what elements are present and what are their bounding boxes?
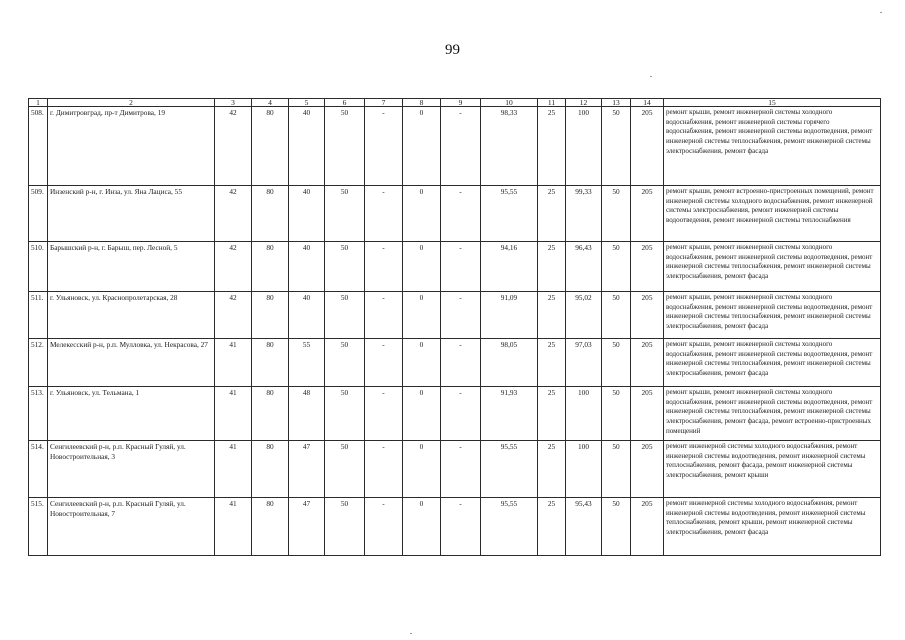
value-cell: -	[365, 387, 403, 441]
value-cell: 80	[252, 387, 289, 441]
address-cell: г. Ульяновск, ул. Тельмана, 1	[48, 387, 215, 441]
value-cell: 50	[602, 186, 631, 242]
value-cell: 95,55	[481, 441, 538, 498]
column-header: 8	[403, 99, 441, 107]
value-cell: 41	[215, 339, 252, 387]
address-cell: Мелекесский р-н, р.п. Мулловка, ул. Некрасова, 27	[48, 339, 215, 387]
value-cell: -	[365, 107, 403, 186]
value-cell: 40	[289, 292, 325, 339]
value-cell: -	[441, 186, 481, 242]
value-cell: 50	[602, 292, 631, 339]
value-cell: -	[365, 292, 403, 339]
column-header: 3	[215, 99, 252, 107]
works-list-cell: ремонт крыши, ремонт встроенно-пристроенных помещений, ремонт инженерной системы холодного водоснабжения, ремонт инженерной системы электроснабжения, ремонт инженерной системы водоотведения, ремонт инженерной системы теплоснабжения	[664, 186, 881, 242]
column-header: 15	[664, 99, 881, 107]
value-cell: 0	[403, 186, 441, 242]
table-row	[29, 292, 881, 339]
column-header: 6	[325, 99, 365, 107]
value-cell: 94,16	[481, 242, 538, 292]
value-cell: 205	[631, 107, 664, 186]
column-header: 11	[538, 99, 566, 107]
value-cell: 50	[325, 339, 365, 387]
scan-speck	[880, 12, 882, 13]
table-row	[29, 186, 881, 242]
value-cell: 205	[631, 186, 664, 242]
value-cell: -	[441, 498, 481, 556]
value-cell: -	[365, 242, 403, 292]
value-cell: 91,09	[481, 292, 538, 339]
value-cell: 42	[215, 186, 252, 242]
table-row	[29, 339, 881, 387]
value-cell: 25	[538, 498, 566, 556]
scan-speck	[410, 633, 412, 634]
column-header: 9	[441, 99, 481, 107]
row-number: 512.	[29, 339, 48, 387]
value-cell: -	[441, 242, 481, 292]
value-cell: 25	[538, 186, 566, 242]
value-cell: 50	[325, 292, 365, 339]
value-cell: 100	[566, 387, 602, 441]
value-cell: 50	[325, 186, 365, 242]
address-cell: г. Ульяновск, ул. Краснопролетарская, 28	[48, 292, 215, 339]
value-cell: 50	[325, 441, 365, 498]
value-cell: 95,55	[481, 498, 538, 556]
value-cell: 50	[325, 107, 365, 186]
value-cell: 0	[403, 441, 441, 498]
address-cell: Барышский р-н, г. Барыш, пер. Лесной, 5	[48, 242, 215, 292]
value-cell: 41	[215, 441, 252, 498]
column-header: 4	[252, 99, 289, 107]
column-header: 1	[29, 99, 48, 107]
value-cell: 50	[602, 387, 631, 441]
column-header: 10	[481, 99, 538, 107]
row-number: 511.	[29, 292, 48, 339]
value-cell: 205	[631, 339, 664, 387]
value-cell: 50	[602, 242, 631, 292]
table-row	[29, 441, 881, 498]
value-cell: 25	[538, 107, 566, 186]
value-cell: 50	[602, 107, 631, 186]
column-number-row	[29, 99, 881, 107]
value-cell: 0	[403, 242, 441, 292]
row-number: 514.	[29, 441, 48, 498]
table-row	[29, 242, 881, 292]
address-cell: г. Димитровград, пр-т Димитрова, 19	[48, 107, 215, 186]
works-list-cell: ремонт крыши, ремонт инженерной системы холодного водоснабжения, ремонт инженерной системы горячего водоснабжения, ремонт инженерной системы водоотведения, ремонт инженерной системы теплоснабжения, ремонт инженерной системы электроснабжения, ремонт фасада	[664, 107, 881, 186]
value-cell: 100	[566, 107, 602, 186]
value-cell: 0	[403, 292, 441, 339]
row-number: 508.	[29, 107, 48, 186]
value-cell: 25	[538, 242, 566, 292]
works-list-cell: ремонт инженерной системы холодного водоснабжения, ремонт инженерной системы водоотведения, ремонт инженерной системы теплоснабжения, ремонт фасада, ремонт инженерной системы электроснабжения, ремонт крыши	[664, 441, 881, 498]
value-cell: 48	[289, 387, 325, 441]
works-list-cell: ремонт крыши, ремонт инженерной системы холодного водоснабжения, ремонт инженерной системы водоотведения, ремонт инженерной системы теплоснабжения, ремонт инженерной системы электроснабжения, ремонт фасада	[664, 242, 881, 292]
value-cell: 25	[538, 387, 566, 441]
value-cell: 80	[252, 107, 289, 186]
value-cell: 42	[215, 292, 252, 339]
value-cell: 95,02	[566, 292, 602, 339]
value-cell: -	[441, 339, 481, 387]
table-row	[29, 107, 881, 186]
value-cell: 98,05	[481, 339, 538, 387]
column-header: 13	[602, 99, 631, 107]
value-cell: -	[365, 186, 403, 242]
value-cell: 95,43	[566, 498, 602, 556]
address-cell: Сенгилеевский р-н, р.п. Красный Гуляй, ул. Новостроительная, 3	[48, 441, 215, 498]
value-cell: 41	[215, 498, 252, 556]
works-list-cell: ремонт инженерной системы холодного водоснабжения, ремонт инженерной системы водоотведения, ремонт инженерной системы теплоснабжения, ремонт крыши, ремонт инженерной системы электроснабжения, ремонт фасада	[664, 498, 881, 556]
value-cell: 97,03	[566, 339, 602, 387]
value-cell: 80	[252, 498, 289, 556]
value-cell: 205	[631, 242, 664, 292]
value-cell: 50	[602, 498, 631, 556]
value-cell: 205	[631, 387, 664, 441]
value-cell: 205	[631, 441, 664, 498]
row-number: 515.	[29, 498, 48, 556]
value-cell: 0	[403, 339, 441, 387]
value-cell: 47	[289, 498, 325, 556]
value-cell: 99,33	[566, 186, 602, 242]
value-cell: 96,43	[566, 242, 602, 292]
table-row	[29, 498, 881, 556]
value-cell: 205	[631, 292, 664, 339]
value-cell: 80	[252, 242, 289, 292]
value-cell: -	[365, 441, 403, 498]
value-cell: -	[441, 441, 481, 498]
column-header: 5	[289, 99, 325, 107]
column-header: 2	[48, 99, 215, 107]
value-cell: 80	[252, 292, 289, 339]
value-cell: 50	[602, 339, 631, 387]
address-cell: Сенгилеевский р-н, р.п. Красный Гуляй, ул. Новостроительная, 7	[48, 498, 215, 556]
value-cell: 80	[252, 186, 289, 242]
value-cell: 80	[252, 339, 289, 387]
value-cell: 40	[289, 107, 325, 186]
page-number: 99	[445, 42, 460, 58]
value-cell: 100	[566, 441, 602, 498]
value-cell: 40	[289, 186, 325, 242]
value-cell: -	[441, 107, 481, 186]
value-cell: 25	[538, 339, 566, 387]
works-list-cell: ремонт крыши, ремонт инженерной системы холодного водоснабжения, ремонт инженерной системы водоотведения, ремонт инженерной системы теплоснабжения, ремонт инженерной системы электроснабжения, ремонт фасада	[664, 292, 881, 339]
value-cell: 91,93	[481, 387, 538, 441]
table-row	[29, 387, 881, 441]
scan-speck	[650, 76, 652, 77]
value-cell: 80	[252, 441, 289, 498]
value-cell: 50	[325, 498, 365, 556]
value-cell: 42	[215, 107, 252, 186]
value-cell: -	[365, 498, 403, 556]
row-number: 510.	[29, 242, 48, 292]
value-cell: 205	[631, 498, 664, 556]
row-number: 513.	[29, 387, 48, 441]
value-cell: -	[441, 387, 481, 441]
value-cell: 0	[403, 387, 441, 441]
value-cell: 47	[289, 441, 325, 498]
value-cell: 50	[602, 441, 631, 498]
column-header: 14	[631, 99, 664, 107]
works-list-cell: ремонт крыши, ремонт инженерной системы холодного водоснабжения, ремонт инженерной системы водоотведения, ремонт инженерной системы теплоснабжения, ремонт инженерной системы электроснабжения, ремонт фасада, ремонт встроенно-пристроенных помещений	[664, 387, 881, 441]
row-number: 509.	[29, 186, 48, 242]
value-cell: 0	[403, 498, 441, 556]
works-list-cell: ремонт крыши, ремонт инженерной системы холодного водоснабжения, ремонт инженерной системы водоотведения, ремонт инженерной системы теплоснабжения, ремонт инженерной системы электроснабжения, ремонт фасада	[664, 339, 881, 387]
repair-program-table	[28, 98, 881, 556]
value-cell: 0	[403, 107, 441, 186]
column-header: 7	[365, 99, 403, 107]
value-cell: 95,55	[481, 186, 538, 242]
value-cell: 50	[325, 242, 365, 292]
value-cell: 25	[538, 292, 566, 339]
column-header: 12	[566, 99, 602, 107]
value-cell: 42	[215, 242, 252, 292]
value-cell: 40	[289, 242, 325, 292]
address-cell: Инзенский р-н, г. Инза, ул. Яна Лациса, 55	[48, 186, 215, 242]
value-cell: -	[365, 339, 403, 387]
value-cell: 98,33	[481, 107, 538, 186]
value-cell: 25	[538, 441, 566, 498]
value-cell: 50	[325, 387, 365, 441]
value-cell: 55	[289, 339, 325, 387]
value-cell: 41	[215, 387, 252, 441]
value-cell: -	[441, 292, 481, 339]
